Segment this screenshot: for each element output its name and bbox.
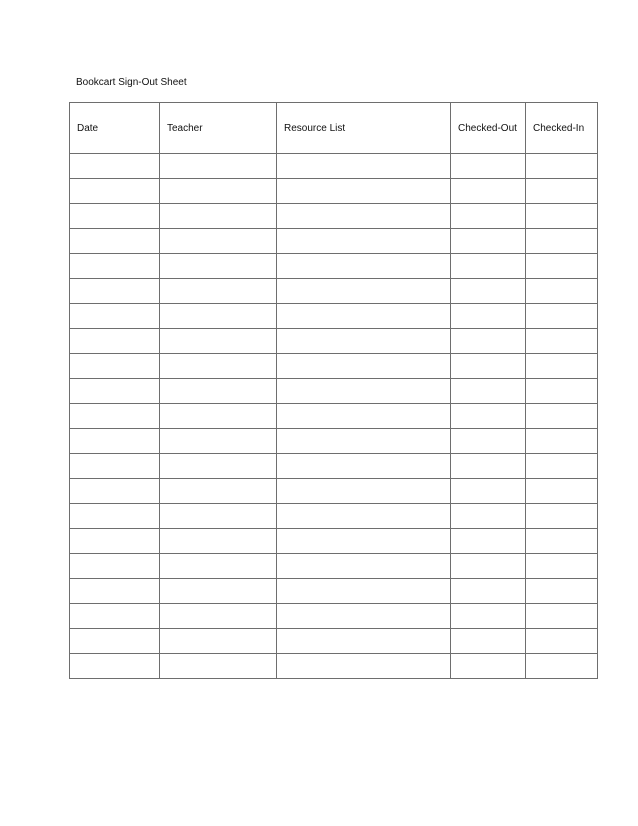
resource-list-cell [277, 429, 451, 454]
checked-out-cell [451, 229, 526, 254]
checked-in-cell [526, 429, 598, 454]
date-cell [70, 254, 160, 279]
date-cell [70, 479, 160, 504]
date-cell [70, 429, 160, 454]
table-row [70, 529, 598, 554]
teacher-cell [160, 379, 277, 404]
table-row [70, 329, 598, 354]
teacher-cell [160, 554, 277, 579]
checked-in-cell [526, 329, 598, 354]
checked-in-cell [526, 504, 598, 529]
resource-list-cell [277, 629, 451, 654]
table-row [70, 654, 598, 679]
date-cell [70, 179, 160, 204]
date-cell [70, 629, 160, 654]
teacher-cell [160, 354, 277, 379]
resource-list-cell [277, 579, 451, 604]
checked-in-cell [526, 229, 598, 254]
checked-out-cell [451, 254, 526, 279]
checked-in-cell [526, 354, 598, 379]
checked-out-cell [451, 154, 526, 179]
table-row [70, 179, 598, 204]
table-row [70, 279, 598, 304]
teacher-cell [160, 254, 277, 279]
column-header-checked-out: Checked-Out [451, 103, 526, 154]
checked-in-cell [526, 154, 598, 179]
resource-list-cell [277, 379, 451, 404]
teacher-cell [160, 229, 277, 254]
checked-out-cell [451, 304, 526, 329]
resource-list-cell [277, 554, 451, 579]
resource-list-cell [277, 179, 451, 204]
teacher-cell [160, 529, 277, 554]
column-header-resource-list: Resource List [277, 103, 451, 154]
date-cell [70, 379, 160, 404]
checked-in-cell [526, 529, 598, 554]
checked-out-cell [451, 654, 526, 679]
checked-in-cell [526, 579, 598, 604]
table-row [70, 629, 598, 654]
resource-list-cell [277, 154, 451, 179]
sign-out-table [69, 102, 598, 679]
table-row [70, 204, 598, 229]
date-cell [70, 229, 160, 254]
resource-list-cell [277, 654, 451, 679]
teacher-cell [160, 329, 277, 354]
checked-out-cell [451, 329, 526, 354]
resource-list-cell [277, 354, 451, 379]
teacher-cell [160, 279, 277, 304]
checked-out-cell [451, 579, 526, 604]
column-header-date: Date [70, 103, 160, 154]
teacher-cell [160, 154, 277, 179]
teacher-cell [160, 429, 277, 454]
date-cell [70, 404, 160, 429]
checked-in-cell [526, 379, 598, 404]
resource-list-cell [277, 329, 451, 354]
checked-in-cell [526, 179, 598, 204]
table-row [70, 379, 598, 404]
resource-list-cell [277, 204, 451, 229]
sheet-title: Bookcart Sign-Out Sheet [76, 77, 187, 88]
table-row [70, 404, 598, 429]
date-cell [70, 504, 160, 529]
teacher-cell [160, 579, 277, 604]
date-cell [70, 279, 160, 304]
checked-in-cell [526, 654, 598, 679]
table-row [70, 454, 598, 479]
teacher-cell [160, 404, 277, 429]
resource-list-cell [277, 254, 451, 279]
date-cell [70, 654, 160, 679]
checked-out-cell [451, 204, 526, 229]
checked-out-cell [451, 179, 526, 204]
table-body [70, 154, 598, 679]
checked-in-cell [526, 404, 598, 429]
checked-in-cell [526, 204, 598, 229]
checked-out-cell [451, 279, 526, 304]
checked-in-cell [526, 629, 598, 654]
column-header-checked-in: Checked-In [526, 103, 598, 154]
teacher-cell [160, 179, 277, 204]
teacher-cell [160, 654, 277, 679]
checked-out-cell [451, 454, 526, 479]
resource-list-cell [277, 529, 451, 554]
checked-out-cell [451, 554, 526, 579]
table-row [70, 579, 598, 604]
teacher-cell [160, 504, 277, 529]
checked-in-cell [526, 554, 598, 579]
date-cell [70, 154, 160, 179]
column-header-teacher: Teacher [160, 103, 277, 154]
teacher-cell [160, 304, 277, 329]
resource-list-cell [277, 404, 451, 429]
date-cell [70, 579, 160, 604]
resource-list-cell [277, 454, 451, 479]
checked-out-cell [451, 354, 526, 379]
resource-list-cell [277, 304, 451, 329]
table-row [70, 479, 598, 504]
teacher-cell [160, 454, 277, 479]
table-row [70, 154, 598, 179]
checked-in-cell [526, 304, 598, 329]
table-row [70, 304, 598, 329]
checked-out-cell [451, 379, 526, 404]
resource-list-cell [277, 479, 451, 504]
resource-list-cell [277, 229, 451, 254]
resource-list-cell [277, 604, 451, 629]
table-row [70, 504, 598, 529]
teacher-cell [160, 204, 277, 229]
date-cell [70, 354, 160, 379]
table-row [70, 229, 598, 254]
date-cell [70, 454, 160, 479]
table-row [70, 354, 598, 379]
checked-out-cell [451, 604, 526, 629]
teacher-cell [160, 629, 277, 654]
checked-out-cell [451, 429, 526, 454]
checked-out-cell [451, 404, 526, 429]
checked-out-cell [451, 529, 526, 554]
header-row [70, 103, 598, 154]
checked-in-cell [526, 254, 598, 279]
date-cell [70, 529, 160, 554]
table-row [70, 254, 598, 279]
teacher-cell [160, 479, 277, 504]
date-cell [70, 604, 160, 629]
teacher-cell [160, 604, 277, 629]
date-cell [70, 554, 160, 579]
table-row [70, 604, 598, 629]
checked-in-cell [526, 279, 598, 304]
date-cell [70, 304, 160, 329]
checked-out-cell [451, 479, 526, 504]
resource-list-cell [277, 504, 451, 529]
table-row [70, 429, 598, 454]
checked-out-cell [451, 629, 526, 654]
date-cell [70, 204, 160, 229]
checked-in-cell [526, 454, 598, 479]
checked-in-cell [526, 479, 598, 504]
table-row [70, 554, 598, 579]
checked-out-cell [451, 504, 526, 529]
checked-in-cell [526, 604, 598, 629]
date-cell [70, 329, 160, 354]
resource-list-cell [277, 279, 451, 304]
